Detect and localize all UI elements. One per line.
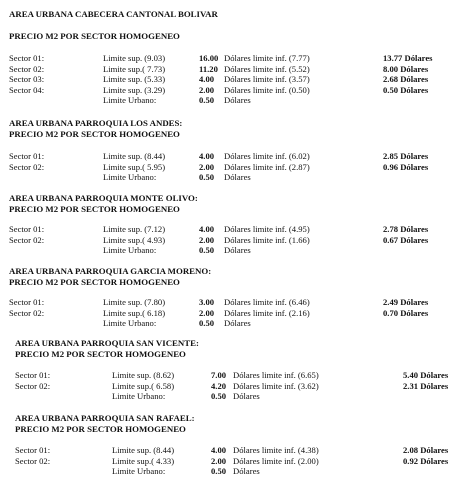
upper-limit-label: Limite sup.( 6.58)	[112, 380, 175, 391]
table-row	[0, 297, 469, 307]
section-subtitle: PRECIO M2 POR SECTOR HOMOGENEO	[9, 203, 180, 214]
sector-label: Sector 02:	[9, 63, 45, 74]
result-value: 2.85 Dólares	[383, 151, 429, 161]
lower-limit-label: Dólares limite inf. (7.77)	[224, 53, 310, 63]
urban-limit-label: Limite Urbano:	[103, 318, 157, 328]
price-value: 0.50	[199, 318, 215, 328]
lower-limit-label: Dólares limite inf. (3.62)	[233, 380, 319, 391]
lower-limit-label: Dólares limite inf. (1.66)	[224, 234, 310, 245]
result-value: 2.08 Dólares	[403, 445, 449, 455]
upper-limit-label: Limite sup.( 7.73)	[103, 63, 166, 74]
table-row	[0, 245, 469, 255]
price-value: 3.00	[199, 297, 215, 307]
lower-limit-label: Dólares limite inf. (2.00)	[233, 455, 319, 466]
result-value: 0.96 Dólares	[383, 161, 429, 172]
table-row	[0, 85, 469, 95]
result-value: 0.67 Dólares	[383, 234, 429, 245]
lower-limit-label: Dólares limite inf. (2.16)	[224, 307, 310, 318]
price-value: 0.50	[199, 245, 215, 255]
upper-limit-label: Limite sup. (8.44)	[112, 445, 175, 455]
table-row	[0, 224, 469, 234]
table-row	[0, 53, 469, 63]
price-value: 2.00	[199, 234, 215, 245]
table-row	[0, 318, 469, 328]
sector-label: Sector 01:	[15, 445, 51, 455]
sector-label: Sector 01:	[15, 370, 51, 380]
currency-label: Dólares	[233, 391, 260, 401]
sector-label: Sector 02:	[9, 161, 45, 172]
upper-limit-label: Limite sup. (9.03)	[103, 53, 166, 63]
table-row	[0, 466, 469, 476]
table-row	[0, 456, 469, 466]
table-row	[0, 151, 469, 161]
price-value: 0.50	[199, 95, 215, 105]
table-row	[0, 370, 469, 380]
result-value: 8.00 Dólares	[383, 63, 429, 74]
price-value: 0.50	[211, 391, 227, 401]
sector-label: Sector 02:	[9, 307, 45, 318]
price-value: 2.00	[199, 161, 215, 172]
table-row	[0, 235, 469, 245]
urban-limit-label: Limite Urbano:	[103, 245, 157, 255]
table-row	[0, 74, 469, 84]
section-subtitle: PRECIO M2 POR SECTOR HOMOGENEO	[9, 128, 180, 139]
upper-limit-label: Limite sup. (3.29)	[103, 84, 166, 95]
price-value: 7.00	[211, 370, 227, 380]
lower-limit-label: Dólares limite inf. (6.02)	[224, 151, 310, 161]
table-row	[0, 162, 469, 172]
currency-label: Dólares	[224, 95, 251, 105]
lower-limit-label: Dólares limite inf. (0.50)	[224, 84, 310, 95]
lower-limit-label: Dólares limite inf. (2.87)	[224, 161, 310, 172]
lower-limit-label: Dólares limite inf. (6.46)	[224, 297, 310, 307]
sector-label: Sector 02:	[9, 234, 45, 245]
sector-label: Sector 02:	[15, 380, 51, 391]
result-value: 13.77 Dólares	[383, 53, 433, 63]
result-value: 0.70 Dólares	[383, 307, 429, 318]
upper-limit-label: Limite sup. (8.44)	[103, 151, 166, 161]
upper-limit-label: Limite sup.( 4.33)	[112, 455, 175, 466]
price-value: 11.20	[199, 63, 218, 74]
sector-label: Sector 01:	[9, 53, 45, 63]
section-title: AREA URBANA PARROQUIA MONTE OLIVO:	[9, 193, 198, 203]
section-subtitle: PRECIO M2 POR SECTOR HOMOGENEO	[15, 348, 186, 359]
section-subtitle: PRECIO M2 POR SECTOR HOMOGENEO	[9, 276, 180, 287]
urban-limit-label: Limite Urbano:	[112, 391, 166, 401]
table-row	[0, 95, 469, 105]
sector-label: Sector 01:	[9, 297, 45, 307]
sector-label: Sector 04:	[9, 84, 45, 95]
section-subtitle: PRECIO M2 POR SECTOR HOMOGENEO	[15, 423, 186, 434]
price-value: 2.00	[199, 307, 215, 318]
price-value: 16.00	[199, 53, 219, 63]
sector-label: Sector 01:	[9, 224, 45, 234]
price-value: 2.00	[211, 455, 227, 466]
price-value: 2.00	[199, 84, 215, 95]
urban-limit-label: Limite Urbano:	[103, 172, 157, 182]
upper-limit-label: Limite sup. (5.33)	[103, 74, 166, 84]
lower-limit-label: Dólares limite inf. (4.38)	[233, 445, 319, 455]
upper-limit-label: Limite sup.( 4.93)	[103, 234, 166, 245]
section-title: AREA URBANA PARROQUIA LOS ANDES:	[9, 118, 183, 128]
price-value: 0.50	[199, 172, 215, 182]
upper-limit-label: Limite sup.( 5.95)	[103, 161, 166, 172]
section-title: AREA URBANA PARROQUIA SAN RAFAEL:	[15, 413, 195, 423]
result-value: 2.49 Dólares	[383, 297, 429, 307]
price-value: 0.50	[211, 466, 227, 476]
currency-label: Dólares	[224, 172, 251, 182]
table-row	[0, 308, 469, 318]
price-value: 4.00	[211, 445, 227, 455]
upper-limit-label: Limite sup. (7.80)	[103, 297, 166, 307]
result-value: 2.31 Dólares	[403, 380, 449, 391]
price-value: 4.00	[199, 151, 215, 161]
section-title: AREA URBANA PARROQUIA GARCIA MORENO:	[9, 266, 212, 276]
result-value: 0.92 Dólares	[403, 455, 449, 466]
currency-label: Dólares	[224, 318, 251, 328]
table-row	[0, 445, 469, 455]
table-row	[0, 64, 469, 74]
lower-limit-label: Dólares limite inf. (3.57)	[224, 74, 310, 84]
sector-label: Sector 03:	[9, 74, 45, 84]
table-row	[0, 172, 469, 182]
section-title: AREA URBANA PARROQUIA SAN VICENTE:	[15, 338, 199, 348]
urban-limit-label: Limite Urbano:	[103, 95, 157, 105]
currency-label: Dólares	[233, 466, 260, 476]
price-value: 4.00	[199, 224, 215, 234]
page-title: AREA URBANA CABECERA CANTONAL BOLIVAR	[9, 9, 218, 19]
urban-limit-label: Limite Urbano:	[112, 466, 166, 476]
page-subtitle: PRECIO M2 POR SECTOR HOMOGENEO	[9, 31, 180, 41]
result-value: 5.40 Dólares	[403, 370, 449, 380]
upper-limit-label: Limite sup. (7.12)	[103, 224, 166, 234]
upper-limit-label: Limite sup.( 6.18)	[103, 307, 166, 318]
table-row	[0, 391, 469, 401]
price-value: 4.20	[211, 380, 227, 391]
price-value: 4.00	[199, 74, 215, 84]
result-value: 2.78 Dólares	[383, 224, 429, 234]
table-row	[0, 381, 469, 391]
result-value: 2.68 Dólares	[383, 74, 429, 84]
sector-label: Sector 01:	[9, 151, 45, 161]
currency-label: Dólares	[224, 245, 251, 255]
upper-limit-label: Limite sup. (8.62)	[112, 370, 175, 380]
result-value: 0.50 Dólares	[383, 84, 429, 95]
lower-limit-label: Dólares limite inf. (6.65)	[233, 370, 319, 380]
sector-label: Sector 02:	[15, 455, 51, 466]
lower-limit-label: Dólares limite inf. (4.95)	[224, 224, 310, 234]
lower-limit-label: Dólares limite inf. (5.52)	[224, 63, 310, 74]
